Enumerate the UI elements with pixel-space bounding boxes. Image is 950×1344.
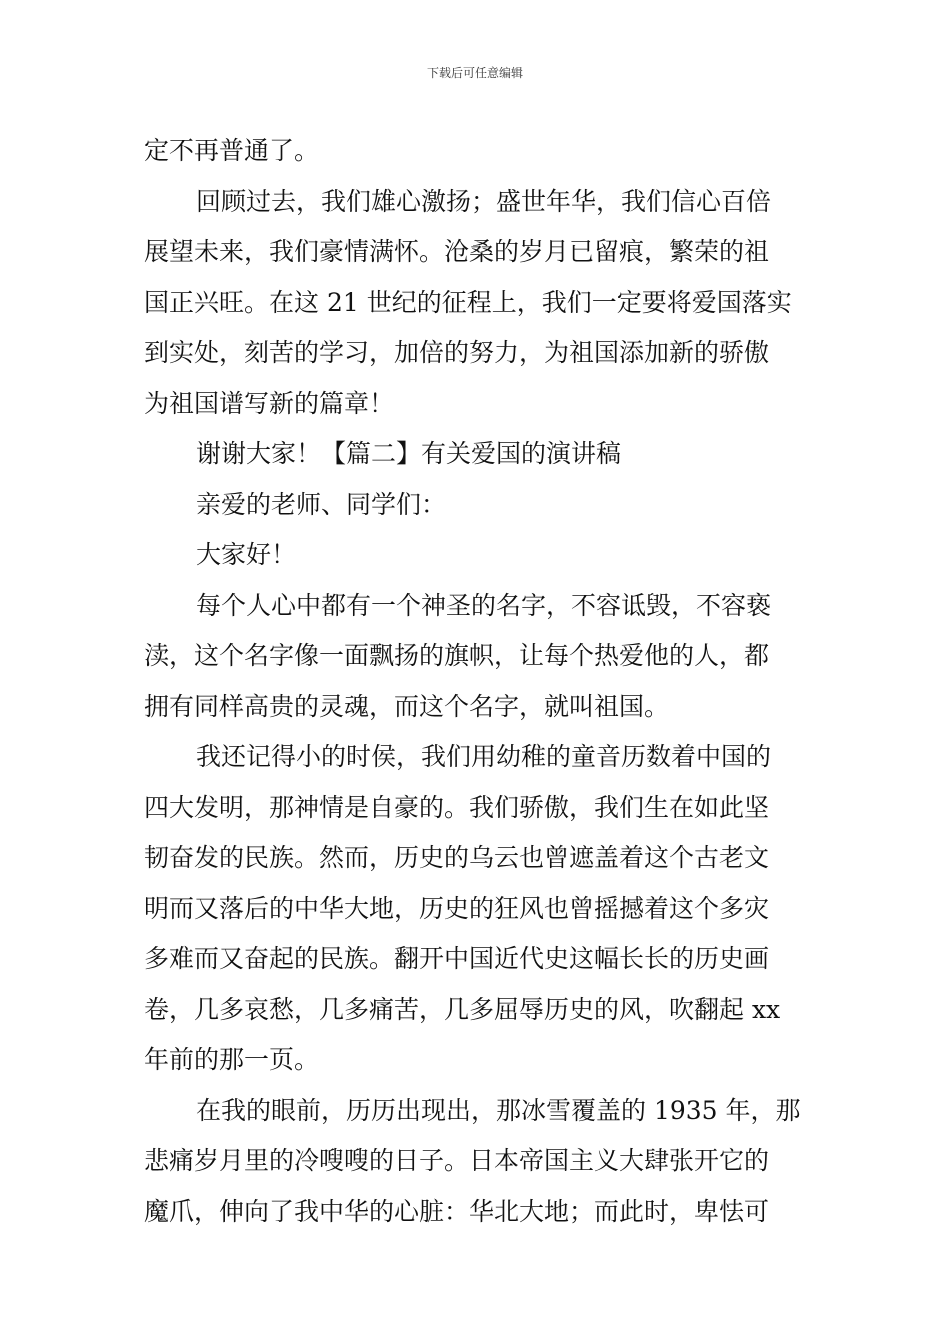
text-line-11: 渎，这个名字像一面飘扬的旗帜，让每个热爱他的人，都 (144, 641, 770, 670)
text-line-9: 大家好！ (196, 540, 297, 569)
text-line-21: 悲痛岁月里的冷嗖嗖的日子。日本帝国主义大肆张开它的 (144, 1146, 770, 1175)
text-line-16: 明而又落后的中华大地，历史的狂风也曾摇撼着这个多灾 (144, 893, 770, 923)
text-line-19: 年前的那一页。 (144, 1045, 320, 1074)
text-line-17: 多难而又奋起的民族。翻开中国近代史这幅长长的历史画 (144, 944, 770, 973)
text-line-13: 我还记得小的时侯，我们用幼稚的童音历数着中国的 (196, 742, 772, 771)
text-line-1: 定不再普通了。 (144, 136, 320, 165)
text-line-18: 卷，几多哀愁，几多痛苦，几多屈辱历史的风，吹翻起 xx (144, 994, 781, 1024)
text-line-12: 拥有同样高贵的灵魂，而这个名字，就叫祖国。 (144, 691, 670, 721)
text-line-5: 到实处，刻苦的学习，加倍的努力，为祖国添加新的骄傲 (144, 338, 770, 367)
text-line-14: 四大发明，那神情是自豪的。我们骄傲，我们生在如此坚 (144, 792, 770, 822)
page-header: 下载后可任意编辑 (426, 66, 523, 80)
text-line-4: 国正兴旺。在这 21 世纪的征程上，我们一定要将爱国落实 (144, 287, 792, 317)
text-line-3: 展望未来，我们豪情满怀。沧桑的岁月已留痕，繁荣的祖 (144, 237, 770, 266)
text-line-10: 每个人心中都有一个神圣的名字，不容诋毁，不容亵 (196, 590, 772, 620)
text-line-22: 魔爪，伸向了我中华的心脏：华北大地；而此时，卑怯可 (144, 1196, 770, 1226)
text-line-8: 亲爱的老师、同学们： (196, 489, 447, 519)
text-line-2: 回顾过去，我们雄心激扬；盛世年华，我们信心百倍 (196, 186, 772, 216)
document-body (144, 126, 808, 1237)
text-line-6: 为祖国谱写新的篇章！ (144, 388, 395, 418)
text-line-15: 韧奋发的民族。然而，历史的乌云也曾遮盖着这个古老文 (144, 843, 770, 872)
text-line-20: 在我的眼前，历历出现出，那冰雪覆盖的 1935 年，那 (196, 1095, 801, 1125)
text-line-7: 谢谢大家！【篇二】有关爱国的演讲稿 (196, 439, 622, 468)
